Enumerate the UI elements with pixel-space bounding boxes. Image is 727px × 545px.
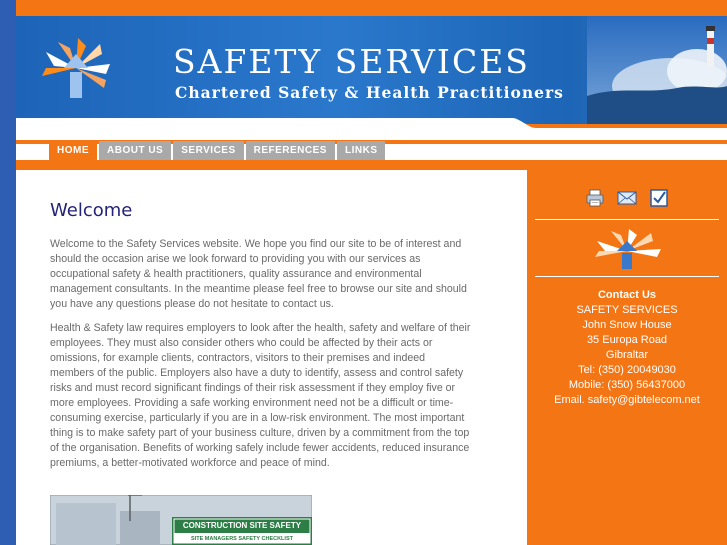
main-nav (49, 141, 385, 160)
lighthouse-photo (587, 16, 727, 124)
contact-company: SAFETY SERVICES (576, 304, 678, 316)
sidebar-divider (535, 219, 719, 220)
contact-address-2: 35 Europa Road (586, 334, 668, 346)
intro-paragraph: Welcome to the Safety Services website. We hope you find our site to be of interest and should the occasion arise we look forward to providing you with our services as occupational safety & health practitioners, quality assurance and environmental management consultants. In the meantime please feel free to browse our site and should you have any questions please do not hesitate to contact us. (50, 238, 467, 310)
tab-services[interactable]: SERVICES (173, 141, 243, 160)
sign-subtitle: SITE MANAGERS SAFETY CHECKLIST (191, 536, 293, 542)
contact-email[interactable]: Email. safety@gibtelecom.net (554, 394, 700, 406)
nav-underline (16, 160, 727, 170)
construction-photo (50, 495, 312, 545)
tab-home[interactable]: HOME (49, 141, 97, 160)
tab-about-us[interactable]: ABOUT US (99, 141, 171, 160)
top-bar (16, 0, 727, 16)
sidebar-divider (535, 276, 719, 277)
logo-icon (38, 36, 114, 102)
site-title: SAFETY SERVICES (173, 42, 530, 81)
sign-title: CONSTRUCTION SITE SAFETY (182, 521, 302, 530)
printer-icon[interactable] (585, 188, 605, 208)
contact-tel: Tel: (350) 20049030 (578, 364, 676, 376)
page-title: Welcome (50, 200, 133, 221)
checkbox-icon[interactable] (649, 188, 669, 208)
page (16, 0, 727, 545)
sidebar-logo-icon (593, 227, 665, 271)
contact-block (527, 288, 727, 408)
email-icon[interactable] (617, 188, 637, 208)
contact-title: Contact Us (597, 289, 657, 301)
contact-city: Gibraltar (605, 349, 649, 361)
header-banner (16, 16, 727, 124)
tab-links[interactable]: LINKS (337, 141, 386, 160)
construction-scene (50, 495, 312, 545)
sidebar-tools (527, 188, 727, 210)
sidebar (527, 170, 727, 545)
tab-references[interactable]: REFERENCES (246, 141, 335, 160)
law-paragraph: Health & Safety law requires employers to look after the health, safety and welfare of their employees. They must also consider others who could be affected by their acts or omissions, for example clients, contractors, visitors to their premises and indeed members of the public. Employers also have a duty to identify, assess and control safety risks and must record significant findings of their risk assessment if they employ five or more employees. Providing a safe working environment need not be a difficult or time-consuming exercise, particularly if you are in a low-risk environment. The most important thing is to make safety part of your business culture, driven by a commitment from the top of the organisation. Benefits of working safely include fewer accidents, reduced insurance premiums, a better-motivated workforce and peace of mind. (50, 322, 471, 469)
contact-mobile: Mobile: (350) 56437000 (568, 379, 686, 391)
contact-address-1: John Snow House (582, 319, 672, 331)
main-content (16, 170, 527, 545)
site-subtitle: Chartered Safety & Health Practitioners (175, 83, 564, 102)
